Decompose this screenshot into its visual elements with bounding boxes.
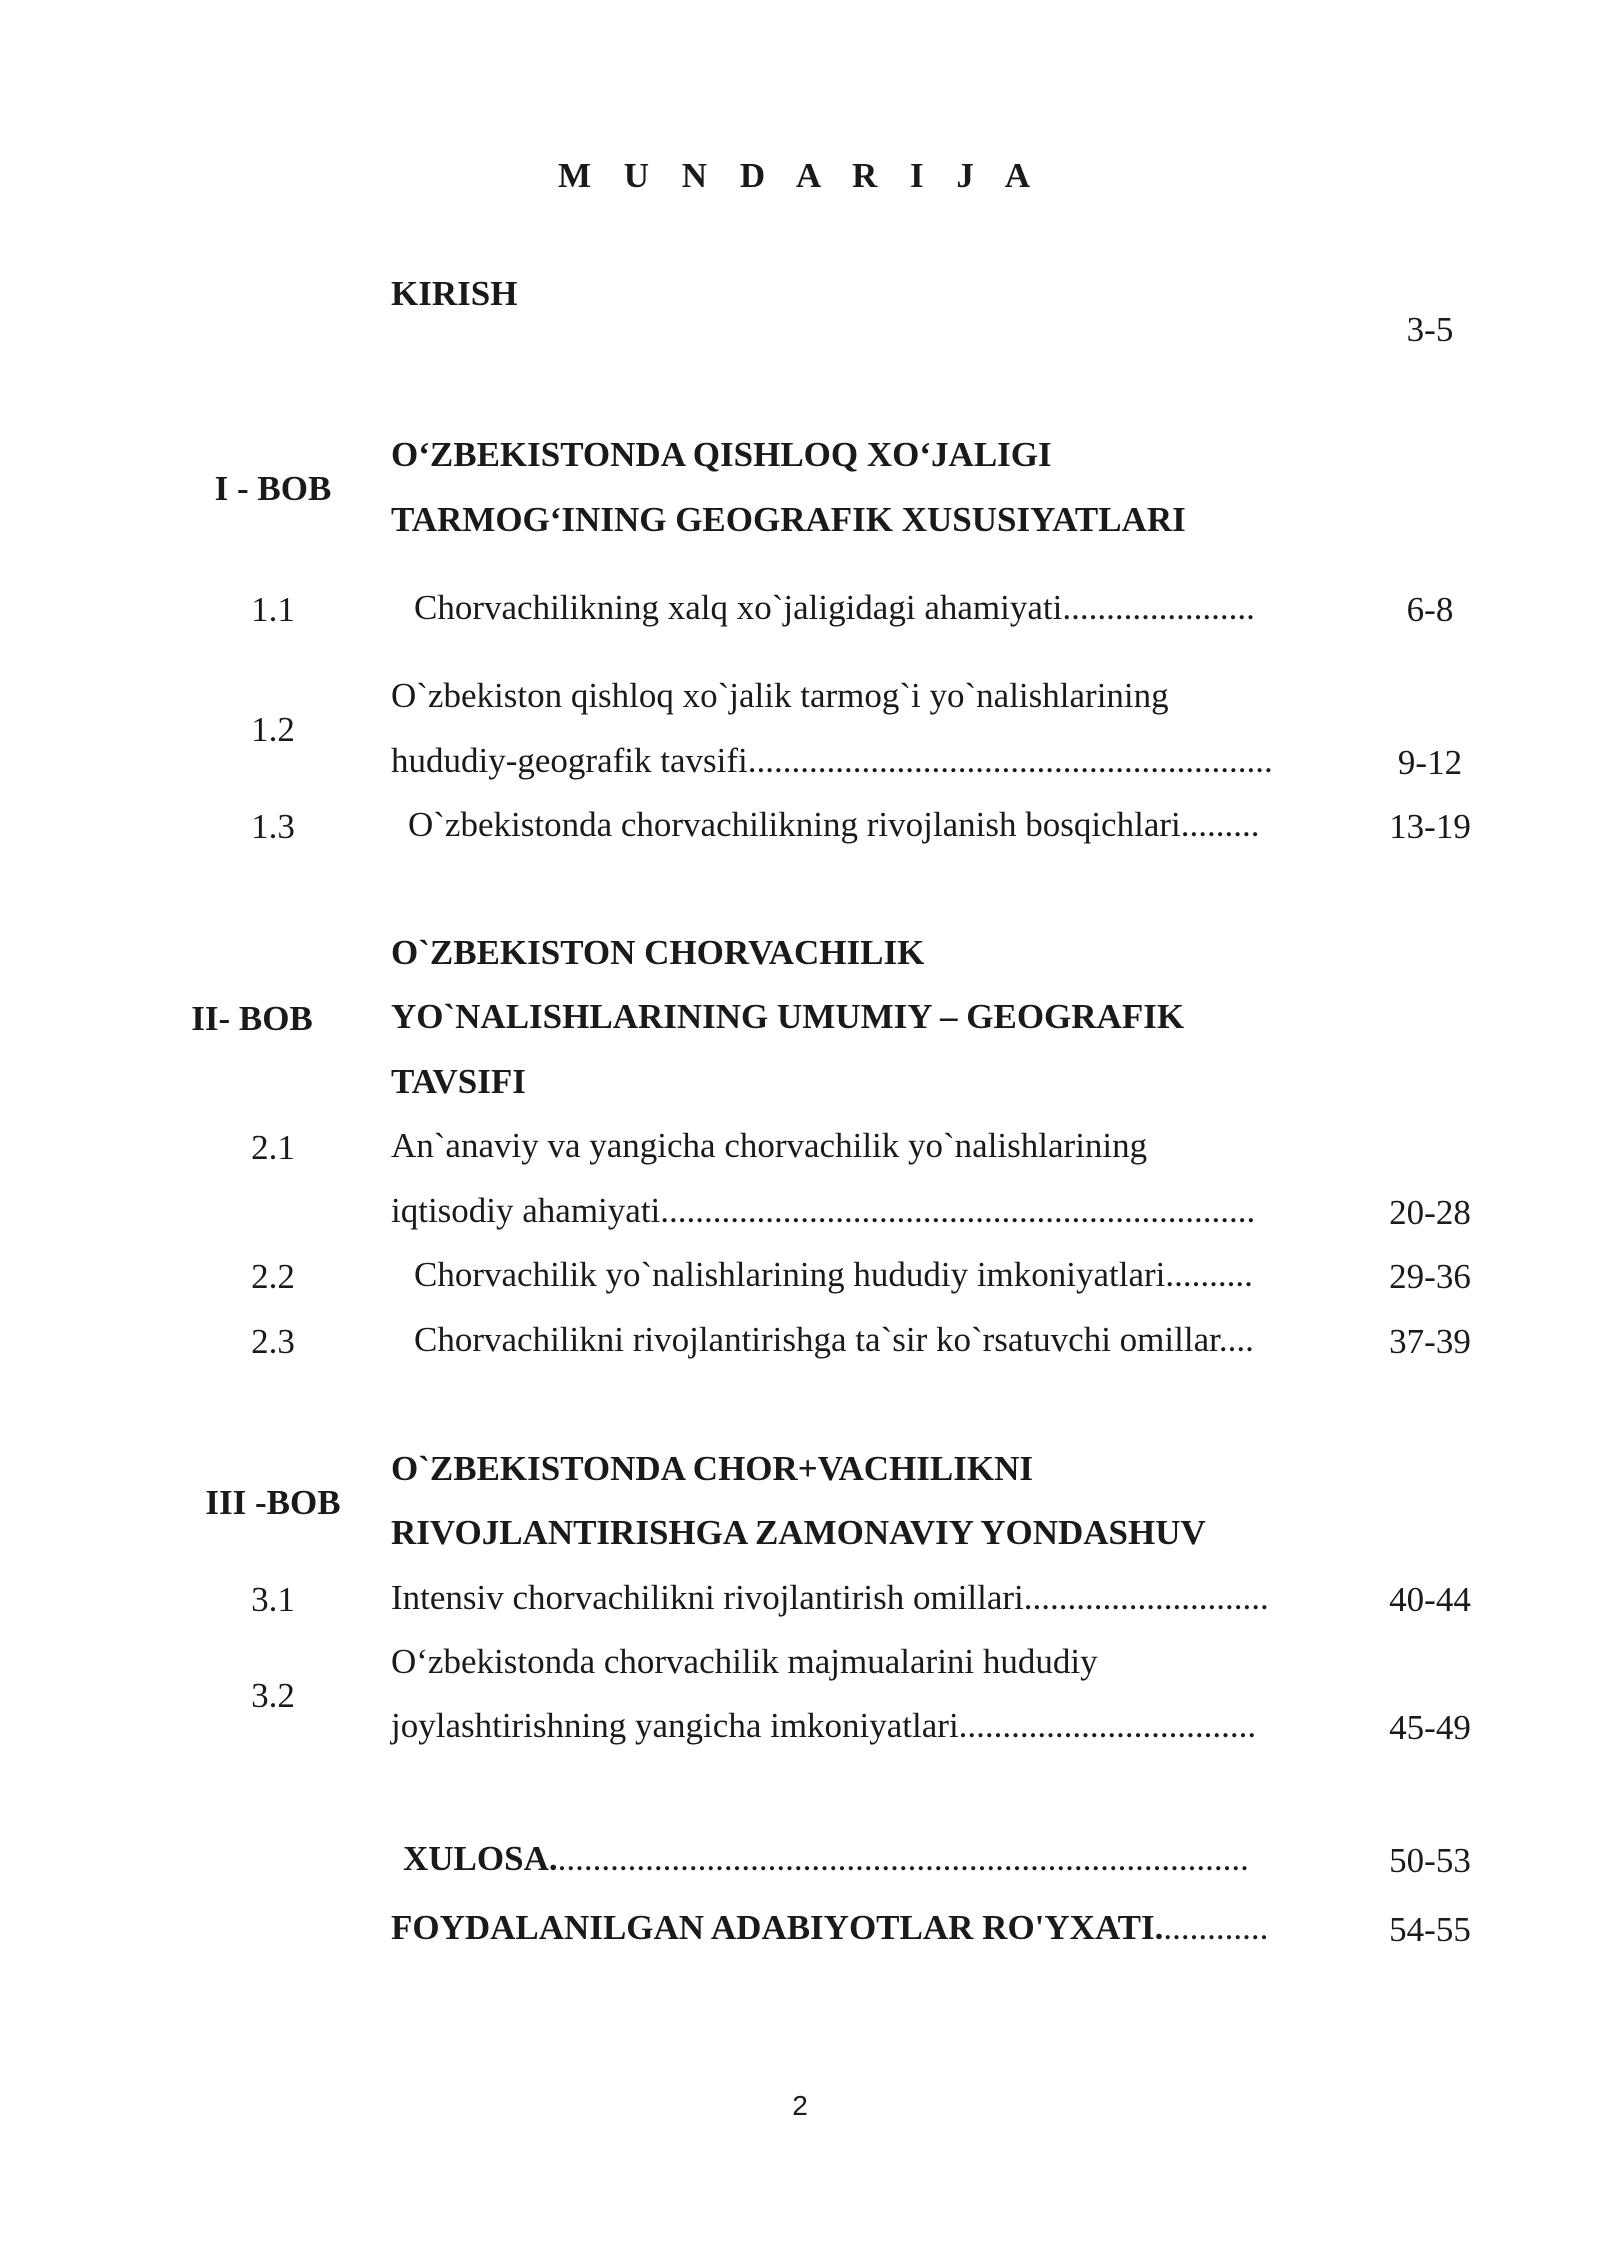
section-1-1-number: 1.1: [251, 590, 295, 629]
references-label: FOYDALANILGAN ADABIYOTLAR RO'YXATI.: [391, 1908, 1164, 1947]
conclusion-entry: [403, 1841, 1249, 1876]
section-2-2-title: Chorvachilik yo`nalishlarining hududiy imkoniyatlari..........: [414, 1255, 1253, 1294]
section-1-2-title-line-2: hududiy-geografik tavsifi............................................................: [391, 741, 1273, 780]
section-2-2-pages: 29-36: [1389, 1257, 1471, 1296]
section-2-1-number: 2.1: [251, 1128, 295, 1167]
references-pages: 54-55: [1389, 1910, 1471, 1949]
intro-pages: 3-5: [1406, 310, 1454, 349]
page-number: 2: [792, 2090, 808, 2121]
section-2-1-pages: 20-28: [1389, 1193, 1471, 1232]
section-2-1-title-line-2: iqtisodiy ahamiyati....................................................................: [391, 1191, 1256, 1230]
section-3-2-title-line-2: joylashtirishning yangicha imkoniyatlari..................................: [391, 1706, 1257, 1745]
section-3-1-pages: 40-44: [1389, 1580, 1471, 1619]
chapter-2-title-line-2: YO`NALISHLARINING UMUMIY – GEOGRAFIK: [391, 997, 1185, 1036]
section-3-1-title: Intensiv chorvachilikni rivojlantirish omillari............................: [391, 1578, 1269, 1617]
section-2-1-title-line-1: An`anaviy va yangicha chorvachilik yo`nalishlarining: [391, 1126, 1148, 1165]
conclusion-pages: 50-53: [1389, 1841, 1471, 1880]
chapter-1-title-line-2: TARMOG‘INING GEOGRAFIK XUSUSIYATLARI: [391, 500, 1186, 539]
chapter-2-title-line-1: O`ZBEKISTON CHORVACHILIK: [391, 933, 925, 972]
chapter-1-number: I - BOB: [214, 469, 332, 508]
section-2-2-number: 2.2: [251, 1257, 295, 1296]
references-entry: [391, 1910, 1268, 1945]
chapter-3-title-line-1: O`ZBEKISTONDA CHOR+VACHILIKNI: [391, 1449, 1033, 1488]
toc-title: M U N D A R I J A: [557, 156, 1043, 195]
section-2-3-title: Chorvachilikni rivojlantirishga ta`sir ko`rsatuvchi omillar....: [414, 1320, 1254, 1359]
chapter-2-title-line-3: TAVSIFI: [391, 1062, 526, 1101]
section-1-3-pages: 13-19: [1389, 807, 1471, 846]
section-1-3-title: O`zbekistonda chorvachilikning rivojlanish bosqichlari.........: [408, 805, 1260, 844]
section-2-3-pages: 37-39: [1389, 1322, 1471, 1361]
section-1-1-pages: 6-8: [1406, 590, 1454, 629]
conclusion-leader-dots: ...............................................................................: [557, 1839, 1249, 1878]
chapter-1-title-line-1: O‘ZBEKISTONDA QISHLOQ XO‘JALIGI: [391, 435, 1052, 474]
chapter-3-number: III -BOB: [205, 1483, 341, 1522]
section-3-2-title-line-1: O‘zbekistonda chorvachilik majmualarini hududiy: [391, 1642, 1098, 1681]
chapter-2-number: II- BOB: [191, 999, 313, 1038]
section-3-2-number: 3.2: [251, 1676, 295, 1715]
section-1-2-pages: 9-12: [1397, 743, 1463, 782]
chapter-3-title-line-2: RIVOJLANTIRISHGA ZAMONAVIY YONDASHUV: [391, 1513, 1206, 1552]
references-leader-dots: ............: [1163, 1908, 1269, 1947]
intro-label: KIRISH: [391, 274, 518, 313]
section-2-3-number: 2.3: [251, 1322, 295, 1361]
section-1-2-title-line-1: O`zbekiston qishloq xo`jalik tarmog`i yo`nalishlarining: [391, 676, 1169, 715]
conclusion-label: XULOSA.: [403, 1839, 558, 1878]
section-1-1-title: Chorvachilikning xalq xo`jaligidagi ahamiyati......................: [414, 588, 1255, 627]
section-3-2-pages: 45-49: [1389, 1708, 1471, 1747]
section-1-2-number: 1.2: [251, 710, 295, 749]
section-1-3-number: 1.3: [251, 807, 295, 846]
section-3-1-number: 3.1: [251, 1580, 295, 1619]
